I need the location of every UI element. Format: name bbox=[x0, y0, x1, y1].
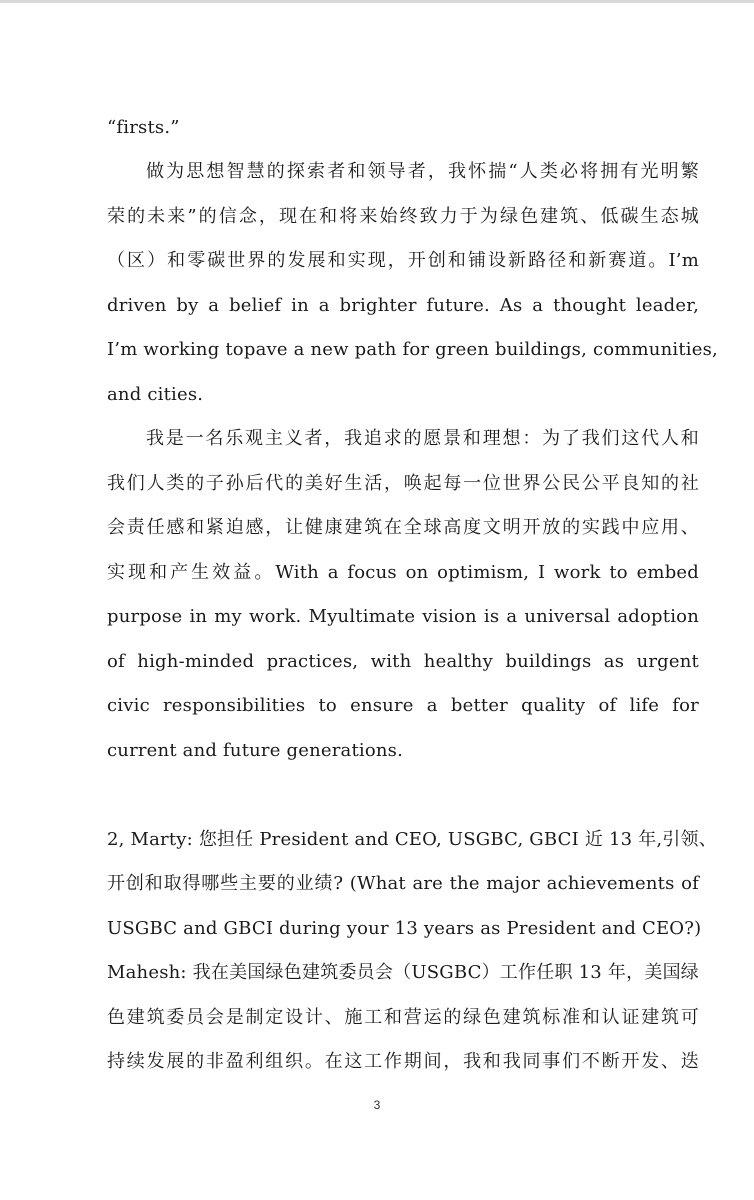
page-number: 3 bbox=[373, 1098, 381, 1112]
text-line: purpose in my work. Myultimate vision is a universal adoption bbox=[107, 606, 699, 627]
text-line: 荣的未来”的信念，现在和将来始终致力于为绿色建筑、低碳生态城 bbox=[107, 206, 699, 227]
text-line: current and future generations. bbox=[107, 740, 404, 761]
text-line: 色建筑委员会是制定设计、施工和营运的绿色建筑标准和认证建筑可 bbox=[107, 1007, 699, 1028]
text-line: 2, Marty: 您担任 President and CEO, USGBC, GBCI 近 13 年,引领、 bbox=[107, 829, 717, 850]
text-line: （区）和零碳世界的发展和实现，开创和铺设新路径和新赛道。I’m bbox=[107, 250, 699, 271]
text-line: Mahesh: 我在美国绿色建筑委员会（USGBC）工作任职 13 年，美国绿 bbox=[107, 962, 699, 983]
text-line: I’m working topave a new path for green buildings, communities, bbox=[107, 339, 718, 360]
text-line: of high-minded practices, with healthy buildings as urgent bbox=[107, 651, 699, 672]
text-line: 开创和取得哪些主要的业绩? (What are the major achievements of bbox=[107, 873, 699, 894]
text-line: and cities. bbox=[107, 384, 204, 405]
text-line: “firsts.” bbox=[107, 117, 180, 138]
text-line: 持续发展的非盈利组织。在这工作期间，我和我同事们不断开发、迭 bbox=[107, 1051, 699, 1072]
text-line: 实现和产生效益。With a focus on optimism, I work to embed bbox=[107, 562, 699, 583]
text-line: USGBC and GBCI during your 13 years as President and CEO?) bbox=[107, 918, 702, 939]
text-line: civic responsibilities to ensure a better quality of life for bbox=[107, 695, 699, 716]
text-line: driven by a belief in a brighter future. As a thought leader, bbox=[107, 295, 699, 316]
text-line: 会责任感和紧迫感，让健康建筑在全球高度文明开放的实践中应用、 bbox=[107, 517, 699, 538]
text-line: 我是一名乐观主义者，我追求的愿景和理想：为了我们这代人和 bbox=[146, 428, 699, 449]
text-line: 我们人类的子孙后代的美好生活，唤起每一位世界公民公平良知的社 bbox=[107, 473, 699, 494]
text-line: 做为思想智慧的探索者和领导者，我怀揣“人类必将拥有光明繁 bbox=[146, 161, 699, 182]
